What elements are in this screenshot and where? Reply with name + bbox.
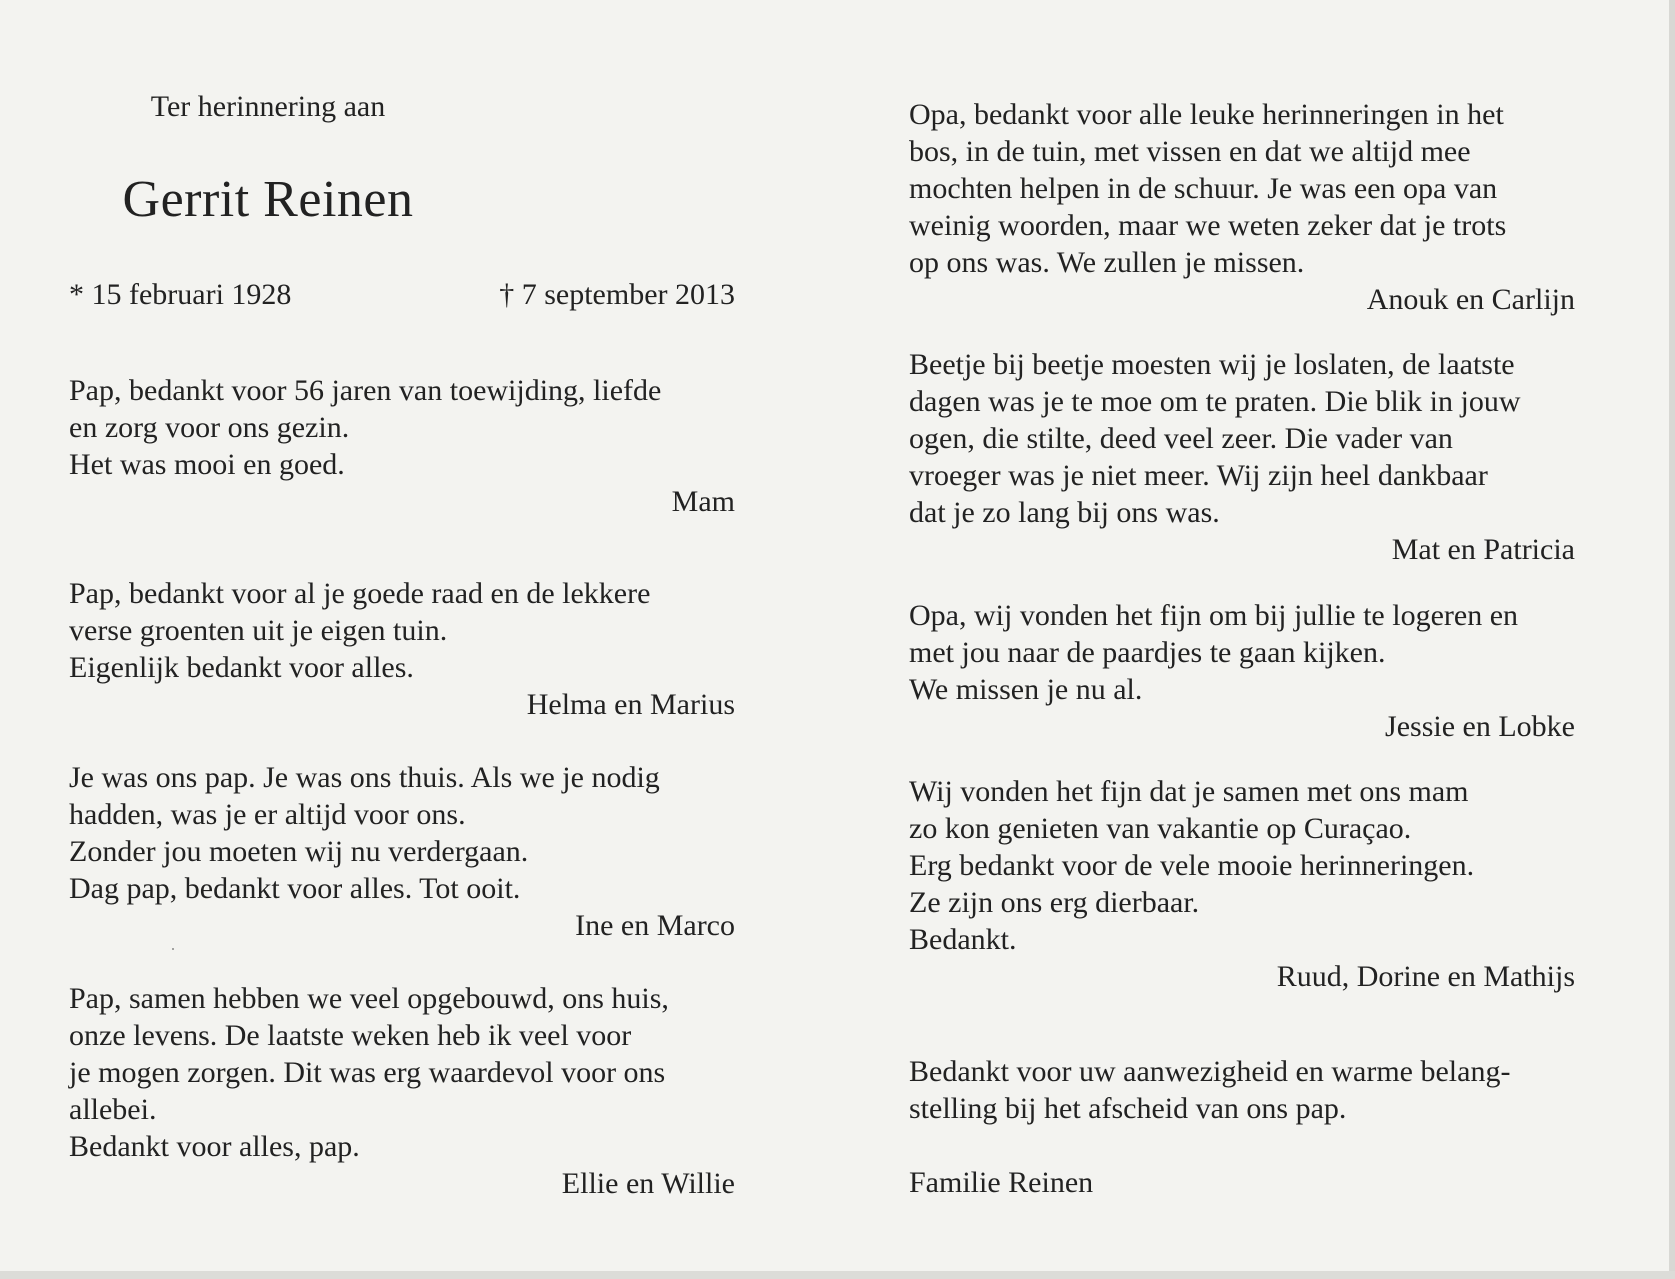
message-line: Pap, bedankt voor al je goede raad en de lekkere <box>69 577 651 610</box>
message-signature: Ruud, Dorine en Mathijs <box>1276 960 1575 993</box>
message-line: dagen was je te moe om te praten. Die blik in jouw <box>909 385 1521 418</box>
message-line: We missen je nu al. <box>909 673 1143 706</box>
death-date: † 7 september 2013 <box>499 278 735 311</box>
message-line: zo kon genieten van vakantie op Curaçao. <box>909 812 1412 845</box>
message-signature: Ellie en Willie <box>561 1167 735 1200</box>
message-line: Bedankt voor alles, pap. <box>69 1130 360 1163</box>
message-line: Opa, wij vonden het fijn om bij jullie te logeren en <box>909 599 1519 632</box>
birth-date: * 15 februari 1928 <box>69 278 292 311</box>
message-block <box>69 759 735 944</box>
message-line: ogen, die stilte, deed veel zeer. Die vader van <box>909 422 1453 455</box>
message-signature: Helma en Marius <box>526 688 735 721</box>
message-line: hadden, was je er altijd voor ons. <box>69 798 466 831</box>
message-line: Beetje bij beetje moesten wij je loslaten, de laatste <box>909 348 1515 381</box>
message-block <box>69 372 735 520</box>
message-line: weinig woorden, maar we weten zeker dat je trots <box>909 209 1507 242</box>
closing-signature-block <box>909 1164 1575 1201</box>
closing-line: Bedankt voor uw aanwezigheid en warme belang- <box>909 1055 1511 1088</box>
message-line: vroeger was je niet meer. Wij zijn heel dankbaar <box>909 459 1488 492</box>
message-line: Bedankt. <box>909 923 1017 956</box>
message-line: dat je zo lang bij ons was. <box>909 496 1220 529</box>
message-block <box>909 346 1575 568</box>
message-line: mochten helpen in de schuur. Je was een opa van <box>909 172 1498 205</box>
message-line: Het was mooi en goed. <box>69 448 345 481</box>
message-line: je mogen zorgen. Dit was erg waardevol voor ons <box>69 1056 666 1089</box>
message-line: Zonder jou moeten wij nu verdergaan. <box>69 835 529 868</box>
message-signature: Mam <box>671 485 735 518</box>
message-line: Eigenlijk bedankt voor alles. <box>69 651 414 684</box>
message-line: verse groenten uit je eigen tuin. <box>69 614 448 647</box>
message-line: Erg bedankt voor de vele mooie herinneringen. <box>909 849 1475 882</box>
message-block <box>69 980 735 1202</box>
message-block <box>909 96 1575 318</box>
paper-speck <box>172 948 174 950</box>
message-line: met jou naar de paardjes te gaan kijken. <box>909 636 1386 669</box>
message-line: Pap, bedankt voor 56 jaren van toewijding, liefde <box>69 374 662 407</box>
card-edge <box>1669 0 1675 1279</box>
message-line: bos, in de tuin, met vissen en dat we altijd mee <box>909 135 1471 168</box>
deceased-name: Gerrit Reinen <box>122 171 414 228</box>
life-dates <box>69 278 735 312</box>
message-line: Dag pap, bedankt voor alles. Tot ooit. <box>69 872 521 905</box>
message-signature: Anouk en Carlijn <box>1366 283 1575 316</box>
message-line: Wij vonden het fijn dat je samen met ons mam <box>909 775 1469 808</box>
message-signature: Mat en Patricia <box>1391 533 1575 566</box>
message-line: en zorg voor ons gezin. <box>69 411 350 444</box>
message-block <box>909 773 1575 995</box>
message-signature: Ine en Marco <box>575 909 735 942</box>
closing-block <box>909 1053 1575 1127</box>
closing-line: stelling bij het afscheid van ons pap. <box>909 1092 1347 1125</box>
message-signature: Jessie en Lobke <box>1385 710 1575 743</box>
message-line: Pap, samen hebben we veel opgebouwd, ons huis, <box>69 982 669 1015</box>
closing-signature: Familie Reinen <box>909 1166 1094 1199</box>
message-line: onze levens. De laatste weken heb ik veel voor <box>69 1019 632 1052</box>
message-line: Je was ons pap. Je was ons thuis. Als we je nodig <box>69 761 660 794</box>
intro-text: Ter herinnering aan <box>150 90 386 123</box>
message-block <box>909 597 1575 745</box>
card-edge-bottom <box>0 1271 1675 1279</box>
message-block <box>69 575 735 723</box>
message-line: allebei. <box>69 1093 157 1126</box>
message-line: op ons was. We zullen je missen. <box>909 246 1305 279</box>
message-line: Ze zijn ons erg dierbaar. <box>909 886 1200 919</box>
message-line: Opa, bedankt voor alle leuke herinneringen in het <box>909 98 1504 131</box>
